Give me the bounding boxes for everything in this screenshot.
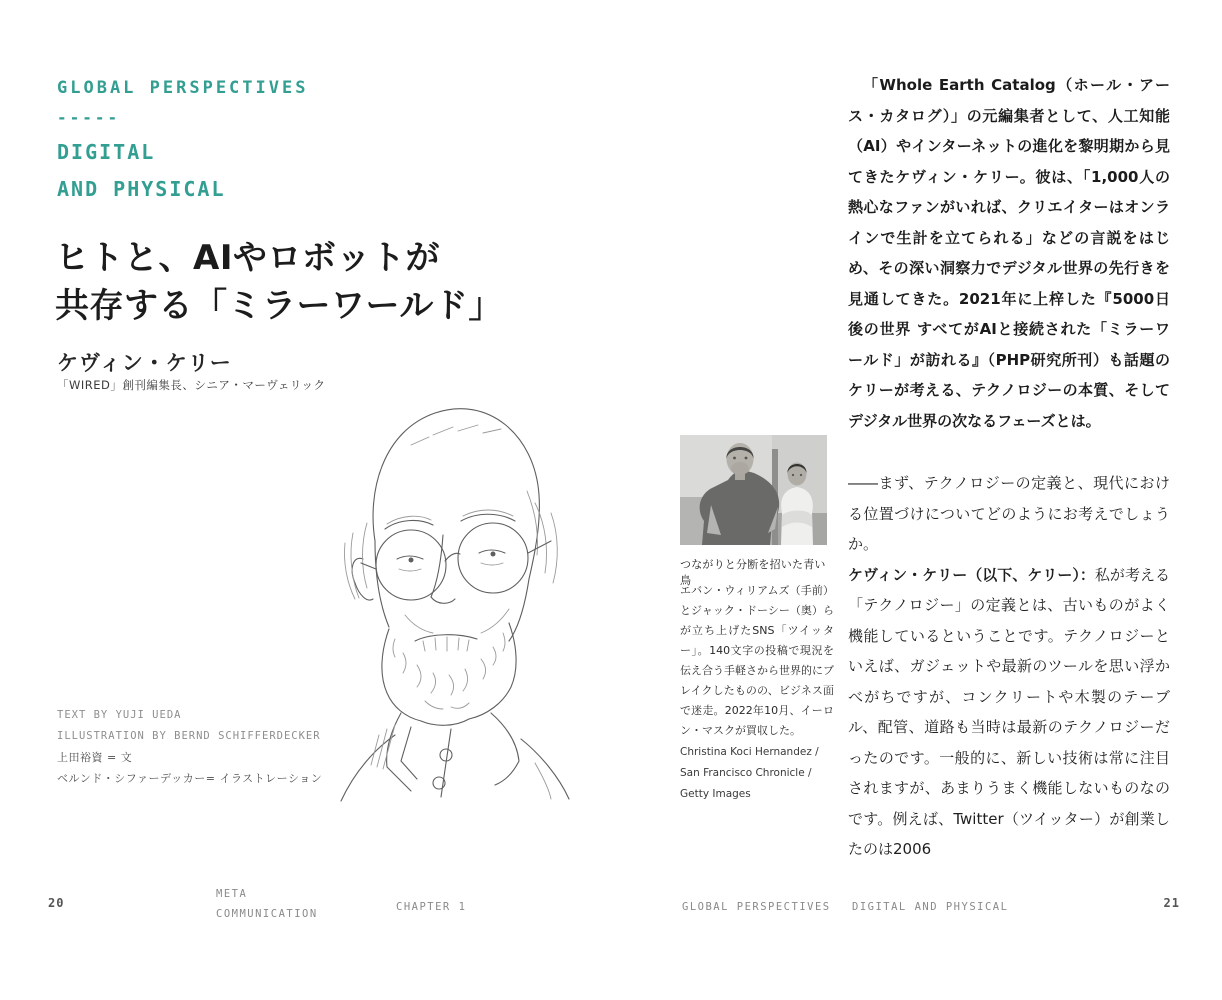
series-title	[216, 884, 318, 924]
page-number-left: 20	[48, 896, 65, 910]
series-title-line-1: META	[216, 888, 248, 900]
interview-question: ――まず、テクノロジーの定義と、現代における位置づけについてどのようにお考えでしょうか。	[848, 474, 1170, 553]
series-title-line-2: COMMUNICATION	[216, 908, 318, 920]
eyebrow-dashes: -----	[57, 108, 121, 127]
photo-caption-body: エバン・ウィリアムズ（手前）とジャック・ドーシー（奥）らが立ち上げたSNS「ツイッター」。140文字の投稿で現況を伝え合う手軽さから世界的にブレイクしたものの、ビジネス面で迷走。2022年10月、イーロン・マスクが買収した。	[680, 584, 834, 737]
twitter-founders-photo	[680, 435, 827, 545]
chapter-label: CHAPTER 1	[396, 901, 467, 913]
author-name: ケヴィン・ケリー	[57, 351, 232, 375]
author-title: 「WIRED」創刊編集長、シニア・マーヴェリック	[57, 378, 326, 392]
lead-paragraph: 「Whole Earth Catalog（ホール・アース・カタログ）」の元編集者として、人工知能（AI）やインターネットの進化を黎明期から見てきたケヴィン・ケリー。彼は、「1,000人の熱心なファンがいれば、クリエイターはオンラインで生計を立てられる」などの言説をはじめ、その深い洞察力でデジタル世界の先行きを見通してきた。2021年に上梓した『5000日後の世界 すべてがAIと接続された「ミラーワールド」が訪れる』（PHP研究所刊）も話題のケリーが考える、テクノロジーの本質、そしてデジタル世界の次なるフェーズとは。	[848, 76, 1170, 430]
kicker-line-1: DIGITAL	[57, 140, 156, 164]
credit-illustration-by: ILLUSTRATION BY BERND SCHIFFERDECKER	[57, 730, 321, 742]
page-number-right: 21	[1163, 896, 1180, 910]
headline-line-2: 共存する「ミラーワールド」	[55, 286, 503, 326]
footer-article-label: DIGITAL AND PHYSICAL	[852, 901, 1009, 913]
credit-text-by: TEXT BY YUJI UEDA	[57, 709, 182, 721]
photo-caption-title: つながりと分断を招いた青い鳥	[680, 558, 826, 587]
article-headline	[55, 234, 503, 330]
answer-text: 私が考える「テクノロジー」の定義とは、古いものがよく機能しているということです。テクノロジーといえば、ガジェットや最新のツールを思い浮かべがちですが、コンクリートや木製のテーブル、配管、道路も当時は最新のテクノロジーだったのです。一般的に、新しい技術は常に注目されますが、あまりうまく機能しないものなのです。例えば、Twitter（ツイッター）が創業したのは2006	[848, 565, 1170, 858]
kevin-kelly-portrait-illustration	[283, 383, 583, 803]
kicker-line-2: AND PHYSICAL	[57, 177, 226, 201]
byline-credits	[57, 705, 322, 789]
speaker-name: ケヴィン・ケリー（以下、ケリー）：	[848, 565, 1095, 584]
credit-writer-ja: 上田裕資 = 文	[57, 751, 133, 764]
footer-section-label: GLOBAL PERSPECTIVES	[682, 901, 831, 913]
photo-credit: Christina Koci Hernandez / San Francisco Chronicle / Getty Images	[680, 746, 819, 800]
interview-answer	[848, 560, 1170, 865]
article-body-column	[848, 70, 1170, 865]
headline-line-1: ヒトと、AIやロボットが	[55, 238, 440, 278]
section-eyebrow: GLOBAL PERSPECTIVES	[57, 78, 309, 98]
credit-illustrator-ja: ベルンド・シファーデッカー= イラストレーション	[57, 772, 323, 785]
